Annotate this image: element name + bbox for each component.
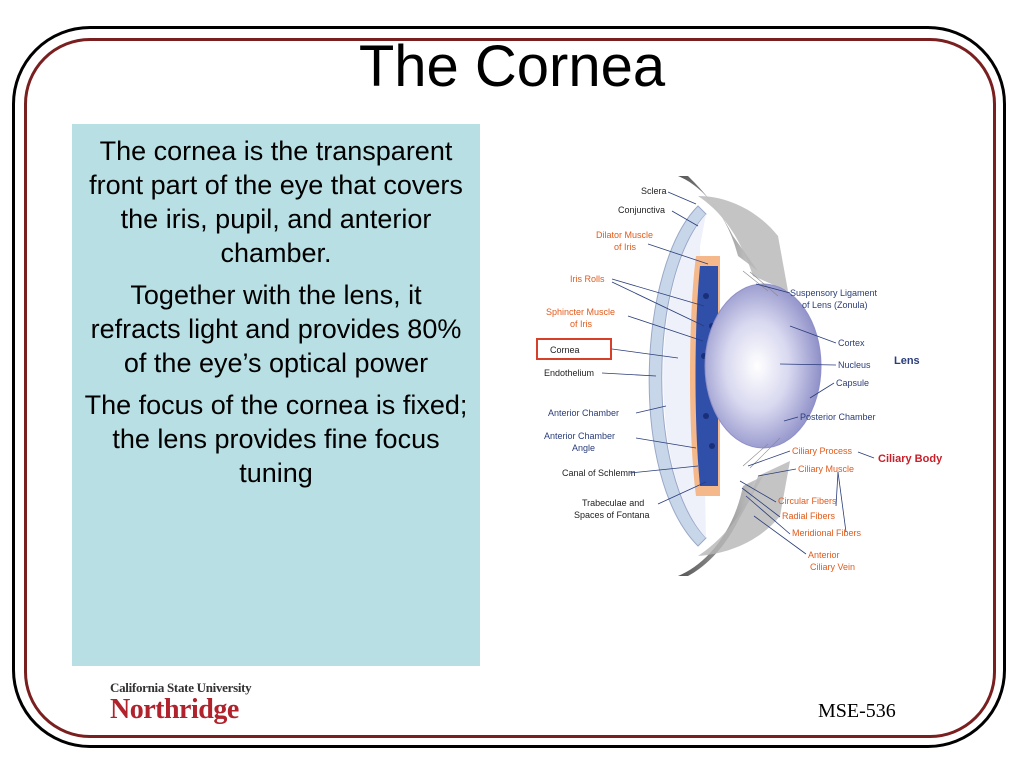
label-lens: Lens: [894, 355, 920, 367]
label-suspensory-ligament-1: Suspensory Ligament: [790, 288, 878, 298]
label-anterior-ciliary-vein-2: Ciliary Vein: [810, 562, 856, 572]
label-suspensory-ligament-2: of Lens (Zonula): [802, 300, 868, 310]
label-anterior-ciliary-vein-1: Anterior: [808, 550, 840, 560]
logo-university-line: California State University: [110, 680, 252, 695]
label-sphincter-muscle-2: of Iris: [570, 319, 593, 329]
course-code: MSE-536: [818, 700, 896, 722]
label-trabeculae-2: Spaces of Fontana: [574, 510, 650, 520]
label-ciliary-muscle: Ciliary Muscle: [798, 464, 855, 474]
label-anterior-chamber-angle-1: Anterior Chamber: [544, 431, 616, 441]
label-conjunctiva: Conjunctiva: [618, 205, 666, 215]
text-panel: [72, 124, 480, 666]
label-canal-of-schlemm: Canal of Schlemm: [562, 468, 636, 478]
label-dilator-muscle-1: Dilator Muscle: [596, 230, 654, 240]
paragraph-1: The cornea is the transparent front part of the eye that covers the iris, pupil, and anterior chamber.: [89, 136, 463, 268]
label-meridional-fibers: Meridional Fibers: [792, 528, 862, 538]
label-sphincter-muscle-1: Sphincter Muscle: [546, 307, 616, 317]
label-cortex: Cortex: [838, 338, 865, 348]
label-dilator-muscle-2: of Iris: [614, 242, 637, 252]
label-sclera: Sclera: [641, 186, 667, 196]
csun-logo: [110, 680, 270, 726]
logo-northridge: Northridge: [110, 694, 239, 725]
label-ciliary-process: Ciliary Process: [792, 446, 853, 456]
label-radial-fibers: Radial Fibers: [782, 511, 836, 521]
label-endothelium: Endothelium: [544, 368, 595, 378]
label-cornea: Cornea: [550, 345, 580, 355]
label-capsule: Capsule: [836, 378, 870, 388]
label-trabeculae-1: Trabeculae and: [582, 498, 645, 508]
label-anterior-chamber-angle-2: Angle: [572, 443, 596, 453]
paragraph-2: Together with the lens, it refracts light and provides 80% of the eye’s optical power: [90, 280, 462, 378]
label-anterior-chamber: Anterior Chamber: [548, 408, 620, 418]
paragraph-3: The focus of the cornea is fixed; the lens provides fine focus tuning: [84, 390, 468, 488]
eye-diagram-svg: [528, 176, 978, 576]
label-iris-rolls: Iris Rolls: [570, 274, 605, 284]
slide-title: The Cornea: [358, 34, 666, 99]
label-circular-fibers: Circular Fibers: [778, 496, 837, 506]
label-posterior-chamber: Posterior Chamber: [800, 412, 876, 422]
label-nucleus: Nucleus: [838, 360, 871, 370]
eye-anatomy-diagram: [528, 176, 978, 576]
label-ciliary-body: Ciliary Body: [878, 453, 943, 465]
